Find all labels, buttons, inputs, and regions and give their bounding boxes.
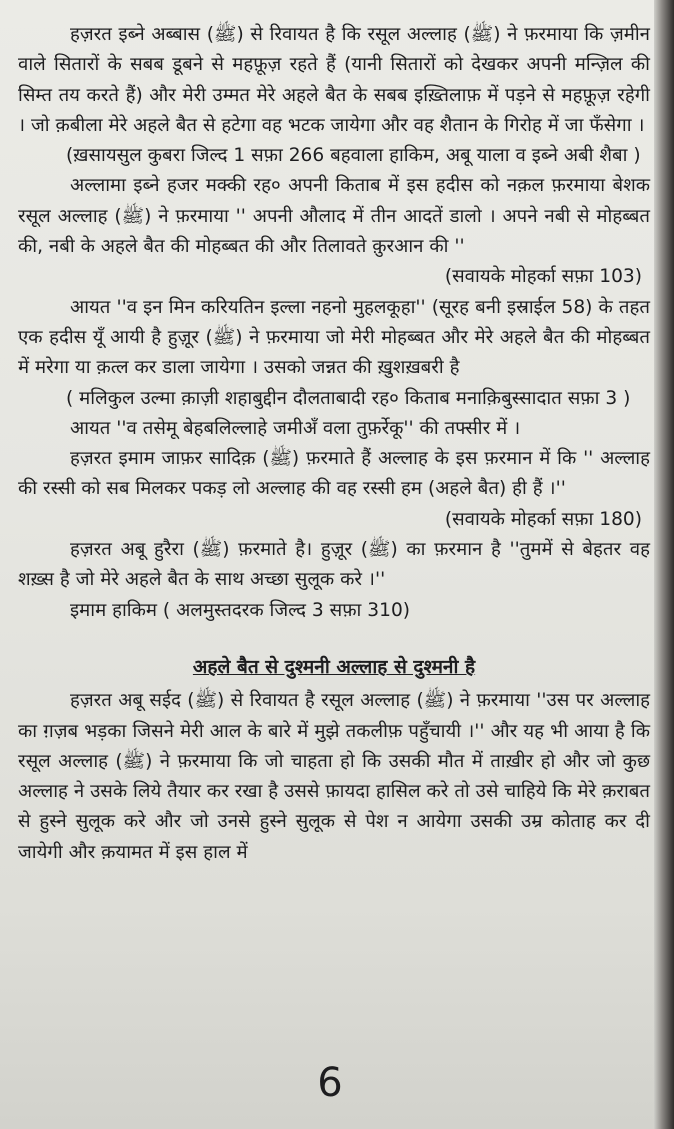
- paragraph-imam-jafar: हज़रत इमाम जाफ़र सादिक़ (ﷺ) फ़रमाते हैं अल्लाह के इस फ़रमान में कि '' अल्लाह की रस्सी को सब मिलकर पकड़ लो अल्लाह की वह रस्सी हम (अहले बैत) ही हैं ।'': [18, 448, 650, 500]
- paragraph-ibn-hajar: अल्लामा इब्ने हजर मक्की रह० अपनी किताब में इस हदीस को नक़ल फ़रमाया बेशक रसूल अल्लाह (ﷺ) ने फ़रमाया '' अपनी औलाद में तीन आदतें डालो । अपने नबी से मोहब्बत की, नबी के अहले बैत की मोहब्बत की और तिलावते क़ुरआन की '': [18, 175, 650, 258]
- reference-sawaiq-180: (सवायके मोहर्का सफ़ा 180): [444, 508, 642, 530]
- paragraph-ayat-tafsir: आयत ''व तसेमू बेहबलिल्लाहे जमीअँ वला तुफ़र्रेकू'' की तफ्सीर में ।: [70, 417, 521, 439]
- paragraph-abu-huraira: हज़रत अबू हुरैरा (ﷺ) फ़रमाते है। हुज़ूर (ﷺ) का फ़रमान है ''तुममें से बेहतर वह शख़्स है जो मेरे अहले बैत के साथ अच्छा सुलूक करे ।'': [18, 539, 650, 591]
- reference-manaqib: ( मलिकुल उल्मा क़ाज़ी शहाबुद्दीन दौलताबादी रह० किताब मनाक़िबुस्सादात सफ़ा 3 ): [66, 387, 631, 409]
- page-text: [18, 20, 650, 868]
- paragraph-ayat-bani-israil: आयत ''व इन मिन करियतिन इल्ला नहनो मुहलकूहा'' (सूरह बनी इस्राईल 58) के तहत एक हदीस यूँ आयी है हुज़ूर (ﷺ) ने फ़रमाया जो मेरी मोहब्बत और मेरे अहले बैत की मोहब्बत में मरेगा या क़त्ल कर डाला जायेगा । उसको जन्नत की ख़ुशख़बरी है: [18, 296, 651, 379]
- section-heading: अहले बैत से दुश्मनी अल्लाह से दुश्मनी है: [192, 655, 476, 678]
- reference-hakim: इमाम हाकिम ( अलमुस्तदरक जिल्द 3 सफ़ा 310): [70, 599, 411, 621]
- reference-sawaiq-103: (सवायके मोहर्का सफ़ा 103): [444, 266, 642, 288]
- reference-khasayis: (ख़सायसुल कुबरा जिल्द 1 सफ़ा 266 बहवाला हाकिम, अबू याला व इब्ने अबी शैबा ): [66, 145, 641, 167]
- page-number: 6: [317, 1060, 343, 1106]
- page-edge-shadow: [654, 0, 674, 1129]
- paragraph-ibn-abbas: हज़रत इब्ने अब्बास (ﷺ) से रिवायत है कि रसूल अल्लाह (ﷺ) ने फ़रमाया कि ज़मीन वाले सितारों के सबब डूबने से महफ़ूज़ रहते हैं (यानी सितारों को देखकर अपनी मन्ज़िल की सिम्त तय करते हैं) और मेरी उम्मत मेरे अहले बैत के सबब इख़्तिलाफ़ में पड़ने से महफ़ूज़ रहेगी । जो क़बीला मेरे अहले बैत से हटेगा वह भटक जायेगा और वह शैतान के गिरोह में जा फँसेगा ।: [18, 24, 650, 136]
- paragraph-abu-saeed: हज़रत अबू सईद (ﷺ) से रिवायत है रसूल अल्लाह (ﷺ) ने फ़रमाया ''उस पर अल्लाह का ग़ज़ब भड़का जिसने मेरी आल के बारे में मुझे तकलीफ़ पहुँचायी ।'' और यह भी आया है कि रसूल अल्लाह (ﷺ) ने फ़रमाया कि जो चाहता हो कि उसकी मौत में ताख़ीर हो और जो कुछ अल्लाह ने उसके लिये तैयार कर रखा है उससे फ़ायदा हासिल करे तो उसे चाहिये कि मेरे क़राबत से हुस्ने सुलूक करे और जो उनसे हुस्ने सुलूक से पेश न आयेगा उसकी उम्र कोताह कर दी जायेगी और क़यामत में इस हाल में: [18, 690, 651, 863]
